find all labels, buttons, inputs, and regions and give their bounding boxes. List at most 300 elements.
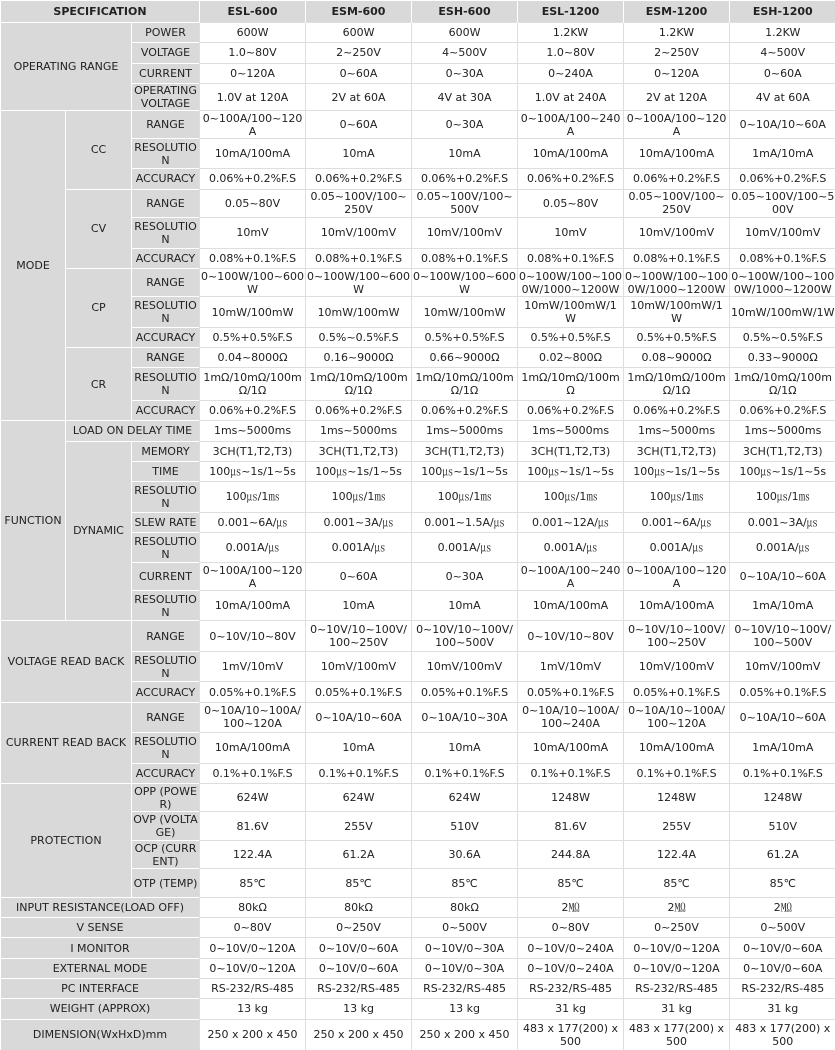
value-cell: RS-232/RS-485 xyxy=(518,979,624,999)
value-cell: 1.0V at 240A xyxy=(518,83,624,110)
value-cell: 510V xyxy=(412,812,518,840)
value-cell: 0.001~1.5A/㎲ xyxy=(412,512,518,532)
value-cell: 85℃ xyxy=(306,869,412,897)
value-cell: 1mV/10mV xyxy=(518,651,624,681)
value-cell: 1248W xyxy=(624,783,730,811)
value-cell: 100㎲~1s/1~5s xyxy=(200,461,306,481)
value-cell: 10mV/100mV xyxy=(306,651,412,681)
header-model: ESL-600 xyxy=(200,1,306,23)
table-header-row xyxy=(1,1,835,23)
value-cell: 61.2A xyxy=(306,840,412,868)
value-cell: 100㎲~1s/1~5s xyxy=(412,461,518,481)
value-cell: 600W xyxy=(412,23,518,43)
value-cell: 10mV/100mV xyxy=(624,218,730,248)
value-cell: 1ms~5000ms xyxy=(518,421,624,441)
row-label: ACCURACY xyxy=(132,248,200,268)
value-cell: 10mA xyxy=(306,138,412,168)
table-row xyxy=(1,441,835,461)
row-label: MEMORY xyxy=(132,441,200,461)
value-cell: 0~10V/0~120A xyxy=(200,958,306,978)
row-label: RESOLUTION xyxy=(132,218,200,248)
value-cell: 0.05%+0.1%F.S xyxy=(306,682,412,702)
section-label: MODE xyxy=(1,111,66,421)
value-cell: 122.4A xyxy=(200,840,306,868)
value-cell: 0~10V/0~60A xyxy=(306,958,412,978)
value-cell: 2㏁ xyxy=(730,897,835,917)
value-cell: 0.04~8000Ω xyxy=(200,348,306,368)
value-cell: 0~60A xyxy=(306,63,412,83)
value-cell: 1mΩ/10mΩ/100mΩ/1Ω xyxy=(624,368,730,401)
value-cell: 1.2KW xyxy=(518,23,624,43)
row-label: ACCURACY xyxy=(132,400,200,420)
value-cell: 10mV xyxy=(200,218,306,248)
value-cell: 10mA/100mA xyxy=(518,590,624,620)
value-cell: 0.5%+0.5%F.S xyxy=(624,327,730,347)
section-label: VOLTAGE READ BACK xyxy=(1,621,132,702)
value-cell: 0.06%+0.2%F.S xyxy=(200,169,306,189)
row-label: RESOLUTION xyxy=(132,368,200,401)
value-cell: 3CH(T1,T2,T3) xyxy=(200,441,306,461)
value-cell: 0.001~3A/㎲ xyxy=(730,512,835,532)
value-cell: 0~80V xyxy=(518,918,624,938)
value-cell: 0~100W/100~600W xyxy=(307,269,411,296)
value-cell: 10mA xyxy=(412,138,518,168)
value-cell: 0~100A/100~120A xyxy=(624,563,730,590)
value-cell: 0.001A/㎲ xyxy=(518,532,624,562)
value-cell: 0.08~9000Ω xyxy=(624,348,730,368)
value-cell: 0~10V/0~30A xyxy=(412,958,518,978)
value-cell: 1248W xyxy=(730,783,835,811)
value-cell: 85℃ xyxy=(624,869,730,897)
value-cell: 0~100A/100~240A xyxy=(518,111,624,138)
value-cell: 10mV/100mV xyxy=(730,651,835,681)
value-cell: 0.06%+0.2%F.S xyxy=(200,400,306,420)
value-cell: 0~10V/0~240A xyxy=(518,938,624,958)
row-label: RESOLUTION xyxy=(132,733,200,763)
value-cell: 1mΩ/10mΩ/100mΩ/1Ω xyxy=(730,368,835,401)
value-cell: 0.08%+0.1%F.S xyxy=(412,248,518,268)
row-label: RANGE xyxy=(132,621,200,651)
value-cell: 10mA/100mA xyxy=(518,733,624,763)
row-label: INPUT RESISTANCE(LOAD OFF) xyxy=(1,897,200,917)
value-cell: 0.05~100V/100~500V xyxy=(412,189,518,217)
table-row xyxy=(1,958,835,978)
value-cell: 10mV/100mV xyxy=(730,218,835,248)
row-label: CURRENT xyxy=(132,563,200,590)
value-cell: 0.1%+0.1%F.S xyxy=(624,763,730,783)
value-cell: 250 x 200 x 450 xyxy=(306,1019,412,1050)
table-row xyxy=(1,897,835,917)
value-cell: 31 kg xyxy=(624,999,730,1019)
row-label: RESOLUTION xyxy=(132,297,200,327)
value-cell: 0.1%+0.1%F.S xyxy=(518,763,624,783)
value-cell: 0.05%+0.1%F.S xyxy=(730,682,835,702)
value-cell: 0~10V/10~100V/100~250V xyxy=(306,621,412,651)
value-cell: 0.06%+0.2%F.S xyxy=(624,169,730,189)
value-cell: 0.06%+0.2%F.S xyxy=(412,400,518,420)
value-cell: 0.5%+0.5%F.S xyxy=(518,327,624,347)
value-cell: 2~250V xyxy=(306,43,412,63)
value-cell: 10mA/100mA xyxy=(200,138,306,168)
value-cell: 85℃ xyxy=(200,869,306,897)
value-cell: 0.33~9000Ω xyxy=(730,348,835,368)
value-cell: 1.0~80V xyxy=(518,43,624,63)
value-cell: 0~100W/100~1000W/1000~1200W xyxy=(625,269,729,296)
value-cell: 0.001~6A/㎲ xyxy=(200,512,306,532)
value-cell: 0~10V/10~100V/100~500V xyxy=(412,621,518,651)
header-model: ESH-1200 xyxy=(730,1,835,23)
row-label: POWER xyxy=(132,23,200,43)
value-cell: 10mW/100mW xyxy=(306,297,412,327)
value-cell: 0~10A/10~100A/100~120A xyxy=(200,702,306,732)
value-cell: 1ms~5000ms xyxy=(730,421,835,441)
value-cell: 0~100A/100~120A xyxy=(200,563,306,590)
value-cell: 100㎲/1㎳ xyxy=(730,482,835,512)
value-cell: 0.05~100V/100~500V xyxy=(731,190,835,217)
value-cell: 10mA xyxy=(306,733,412,763)
value-cell: 600W xyxy=(306,23,412,43)
value-cell: 0~10V/10~80V xyxy=(200,621,306,651)
value-cell: 0.5%~0.5%F.S xyxy=(306,327,412,347)
table-row xyxy=(1,189,835,217)
row-label: EXTERNAL MODE xyxy=(1,958,200,978)
value-cell: 100㎲/1㎳ xyxy=(624,482,730,512)
value-cell: 2V at 60A xyxy=(306,83,412,110)
value-cell: 255V xyxy=(306,812,412,840)
table-row xyxy=(1,999,835,1019)
row-label: V SENSE xyxy=(1,918,200,938)
value-cell: 0~10V/0~60A xyxy=(730,958,835,978)
value-cell: 0.05~80V xyxy=(200,189,306,217)
row-label: LOAD ON DELAY TIME xyxy=(66,421,200,441)
value-cell: 0.06%+0.2%F.S xyxy=(730,169,835,189)
value-cell: 0~10A/10~60A xyxy=(306,702,412,732)
value-cell: 10mA/100mA xyxy=(624,138,730,168)
value-cell: 81.6V xyxy=(518,812,624,840)
row-label: OCP (CURRENT) xyxy=(132,840,200,868)
value-cell: 600W xyxy=(200,23,306,43)
value-cell: 244.8A xyxy=(518,840,624,868)
value-cell: 10mA xyxy=(412,733,518,763)
value-cell: 255V xyxy=(624,812,730,840)
value-cell: 0.001~6A/㎲ xyxy=(624,512,730,532)
section-label: PROTECTION xyxy=(1,783,132,897)
value-cell: 3CH(T1,T2,T3) xyxy=(624,441,730,461)
row-label: RESOLUTION xyxy=(132,138,200,168)
row-label: OPERATING VOLTAGE xyxy=(132,83,200,110)
value-cell: 10mA/100mA xyxy=(624,733,730,763)
value-cell: 0.001A/㎲ xyxy=(412,532,518,562)
table-row xyxy=(1,783,835,811)
value-cell: 3CH(T1,T2,T3) xyxy=(306,441,412,461)
value-cell: 0~10V/0~240A xyxy=(518,958,624,978)
value-cell: 0~100A/100~120A xyxy=(624,111,730,138)
value-cell: RS-232/RS-485 xyxy=(624,979,730,999)
value-cell: 4V at 60A xyxy=(730,83,835,110)
section-label: CP xyxy=(66,268,132,347)
row-label: ACCURACY xyxy=(132,327,200,347)
row-label: RANGE xyxy=(132,702,200,732)
value-cell: 10mW/100mW xyxy=(412,297,518,327)
value-cell: 483 x 177(200) x 500 xyxy=(730,1019,835,1050)
value-cell: 0.1%+0.1%F.S xyxy=(200,763,306,783)
value-cell: 1ms~5000ms xyxy=(200,421,306,441)
value-cell: 0.16~9000Ω xyxy=(306,348,412,368)
value-cell: 0~10A/10~100A/100~240A xyxy=(518,702,624,732)
row-label: SLEW RATE xyxy=(132,512,200,532)
value-cell: 0.001~3A/㎲ xyxy=(306,512,412,532)
value-cell: 0.5%+0.5%F.S xyxy=(412,327,518,347)
value-cell: 13 kg xyxy=(306,999,412,1019)
value-cell: 1ms~5000ms xyxy=(624,421,730,441)
value-cell: 85℃ xyxy=(518,869,624,897)
value-cell: 1mA/10mA xyxy=(730,590,835,620)
value-cell: 624W xyxy=(200,783,306,811)
value-cell: 0.02~800Ω xyxy=(518,348,624,368)
row-label: ACCURACY xyxy=(132,763,200,783)
value-cell: 10mV/100mV xyxy=(412,651,518,681)
value-cell: 0.001A/㎲ xyxy=(200,532,306,562)
value-cell: 0~10V/0~60A xyxy=(306,938,412,958)
value-cell: 80kΩ xyxy=(306,897,412,917)
value-cell: 13 kg xyxy=(412,999,518,1019)
value-cell: 0.06%+0.2%F.S xyxy=(306,169,412,189)
row-label: RESOLUTION xyxy=(132,590,200,620)
value-cell: 100㎲~1s/1~5s xyxy=(730,461,835,481)
value-cell: 1mV/10mV xyxy=(200,651,306,681)
value-cell: 100㎲/1㎳ xyxy=(200,482,306,512)
table-row xyxy=(1,421,835,441)
table-row xyxy=(1,348,835,368)
value-cell: 0~10V/0~120A xyxy=(200,938,306,958)
value-cell: 1.0V at 120A xyxy=(200,83,306,110)
value-cell: 4~500V xyxy=(730,43,835,63)
header-model: ESM-600 xyxy=(306,1,412,23)
table-row xyxy=(1,23,835,43)
value-cell: RS-232/RS-485 xyxy=(412,979,518,999)
value-cell: 624W xyxy=(412,783,518,811)
value-cell: 10mA xyxy=(306,590,412,620)
row-label: I MONITOR xyxy=(1,938,200,958)
value-cell: 10mW/100mW xyxy=(200,297,306,327)
value-cell: 3CH(T1,T2,T3) xyxy=(412,441,518,461)
value-cell: 510V xyxy=(730,812,835,840)
value-cell: 0.001A/㎲ xyxy=(624,532,730,562)
value-cell: 0~100W/100~1000W/1000~1200W xyxy=(731,269,835,296)
value-cell: 0.5%~0.5%F.S xyxy=(730,327,835,347)
value-cell: 0~100W/100~1000W/1000~1200W xyxy=(519,269,623,296)
value-cell: 0.06%+0.2%F.S xyxy=(518,169,624,189)
value-cell: 1mΩ/10mΩ/100mΩ xyxy=(518,368,624,401)
value-cell: 0~100W/100~600W xyxy=(413,269,517,296)
value-cell: 10mW/100mW/1W xyxy=(730,297,835,327)
value-cell: 0.08%+0.1%F.S xyxy=(624,248,730,268)
row-label: PC INTERFACE xyxy=(1,979,200,999)
value-cell: 0~10A/10~60A xyxy=(730,111,835,138)
value-cell: 10mV/100mV xyxy=(624,651,730,681)
value-cell: 0~10V/0~120A xyxy=(624,938,730,958)
value-cell: 2㏁ xyxy=(624,897,730,917)
value-cell: RS-232/RS-485 xyxy=(200,979,306,999)
value-cell: 10mV/100mV xyxy=(412,218,518,248)
value-cell: 1mΩ/10mΩ/100mΩ/1Ω xyxy=(306,368,412,401)
value-cell: 1ms~5000ms xyxy=(412,421,518,441)
value-cell: 0.1%+0.1%F.S xyxy=(730,763,835,783)
value-cell: 85℃ xyxy=(412,869,518,897)
value-cell: 1mA/10mA xyxy=(730,138,835,168)
value-cell: 0~10V/0~120A xyxy=(624,958,730,978)
value-cell: 0~30A xyxy=(412,563,518,590)
value-cell: 0~10A/10~60A xyxy=(730,702,835,732)
value-cell: 0.05%+0.1%F.S xyxy=(412,682,518,702)
value-cell: 10mA/100mA xyxy=(200,590,306,620)
value-cell: 0~80V xyxy=(200,918,306,938)
row-label: RESOLUTION xyxy=(132,532,200,562)
value-cell: 0.06%+0.2%F.S xyxy=(518,400,624,420)
value-cell: 0~100W/100~600W xyxy=(201,269,305,296)
row-label: OPP (POWER) xyxy=(132,783,200,811)
row-label: RANGE xyxy=(132,348,200,368)
row-label: VOLTAGE xyxy=(132,43,200,63)
value-cell: 0~30A xyxy=(412,111,518,138)
value-cell: 10mA/100mA xyxy=(200,733,306,763)
value-cell: 0.5%+0.5%F.S xyxy=(200,327,306,347)
value-cell: 0~250V xyxy=(306,918,412,938)
section-label: FUNCTION xyxy=(1,421,66,621)
table-row xyxy=(1,1019,835,1050)
value-cell: 0~60A xyxy=(306,111,412,138)
section-label: CR xyxy=(66,348,132,421)
row-label: RESOLUTION xyxy=(132,482,200,512)
value-cell: 0~120A xyxy=(624,63,730,83)
value-cell: 0.1%+0.1%F.S xyxy=(306,763,412,783)
value-cell: 100㎲~1s/1~5s xyxy=(624,461,730,481)
value-cell: 10mA/100mA xyxy=(624,590,730,620)
value-cell: 0~10A/10~30A xyxy=(412,702,518,732)
value-cell: 10mA xyxy=(412,590,518,620)
value-cell: 0~240A xyxy=(518,63,624,83)
value-cell: 250 x 200 x 450 xyxy=(200,1019,306,1050)
value-cell: 1.0~80V xyxy=(200,43,306,63)
value-cell: 0~10V/0~30A xyxy=(412,938,518,958)
value-cell: 0.05%+0.1%F.S xyxy=(200,682,306,702)
header-model: ESM-1200 xyxy=(624,1,730,23)
value-cell: 31 kg xyxy=(730,999,835,1019)
header-model: ESH-600 xyxy=(412,1,518,23)
row-label: OTP (TEMP) xyxy=(132,869,200,897)
value-cell: 0.05%+0.1%F.S xyxy=(624,682,730,702)
value-cell: 1ms~5000ms xyxy=(306,421,412,441)
table-row xyxy=(1,111,835,138)
value-cell: 0~30A xyxy=(412,63,518,83)
value-cell: 0~60A xyxy=(306,563,412,590)
value-cell: 100㎲~1s/1~5s xyxy=(518,461,624,481)
row-label: RANGE xyxy=(132,189,200,217)
value-cell: 3CH(T1,T2,T3) xyxy=(730,441,835,461)
value-cell: 10mW/100mW/1W xyxy=(518,297,624,327)
table-row xyxy=(1,621,835,651)
value-cell: 4V at 30A xyxy=(412,83,518,110)
value-cell: 624W xyxy=(306,783,412,811)
value-cell: 0.06%+0.2%F.S xyxy=(412,169,518,189)
value-cell: RS-232/RS-485 xyxy=(730,979,835,999)
value-cell: 3CH(T1,T2,T3) xyxy=(518,441,624,461)
value-cell: 483 x 177(200) x 500 xyxy=(624,1019,730,1050)
value-cell: 13 kg xyxy=(200,999,306,1019)
table-row xyxy=(1,268,835,296)
value-cell: 10mV/100mV xyxy=(306,218,412,248)
value-cell: 122.4A xyxy=(624,840,730,868)
value-cell: 0.1%+0.1%F.S xyxy=(412,763,518,783)
value-cell: 100㎲/1㎳ xyxy=(518,482,624,512)
value-cell: 0.05~80V xyxy=(518,189,624,217)
value-cell: 1.2KW xyxy=(624,23,730,43)
value-cell: 10mA/100mA xyxy=(518,138,624,168)
value-cell: 10mV xyxy=(518,218,624,248)
value-cell: 0~10A/10~60A xyxy=(730,563,835,590)
section-label: CV xyxy=(66,189,132,268)
table-row xyxy=(1,938,835,958)
value-cell: 0~10V/10~100V/100~500V xyxy=(730,621,835,651)
value-cell: 0.05%+0.1%F.S xyxy=(518,682,624,702)
value-cell: 2㏁ xyxy=(518,897,624,917)
value-cell: 0~500V xyxy=(730,918,835,938)
value-cell: 0~60A xyxy=(730,63,835,83)
value-cell: 1248W xyxy=(518,783,624,811)
value-cell: 80kΩ xyxy=(200,897,306,917)
value-cell: 250 x 200 x 450 xyxy=(412,1019,518,1050)
value-cell: 10mW/100mW/1W xyxy=(624,297,730,327)
value-cell: 30.6A xyxy=(412,840,518,868)
value-cell: 85℃ xyxy=(730,869,835,897)
value-cell: 100㎲/1㎳ xyxy=(412,482,518,512)
value-cell: 0~10V/0~60A xyxy=(730,938,835,958)
value-cell: RS-232/RS-485 xyxy=(306,979,412,999)
table-row xyxy=(1,979,835,999)
row-label: ACCURACY xyxy=(132,682,200,702)
value-cell: 4~500V xyxy=(412,43,518,63)
value-cell: 100㎲/1㎳ xyxy=(306,482,412,512)
value-cell: 0~500V xyxy=(412,918,518,938)
value-cell: 0.08%+0.1%F.S xyxy=(306,248,412,268)
table-row xyxy=(1,702,835,732)
value-cell: 0.06%+0.2%F.S xyxy=(306,400,412,420)
header-model: ESL-1200 xyxy=(518,1,624,23)
value-cell: 0~10V/10~80V xyxy=(518,621,624,651)
value-cell: 0~10V/10~100V/100~250V xyxy=(624,621,730,651)
section-label: OPERATING RANGE xyxy=(1,23,132,111)
value-cell: 1mΩ/10mΩ/100mΩ/1Ω xyxy=(412,368,518,401)
table-row xyxy=(1,918,835,938)
row-label: CURRENT xyxy=(132,63,200,83)
section-label: CC xyxy=(66,111,132,189)
row-label: RANGE xyxy=(132,268,200,296)
value-cell: 0~100A/100~120A xyxy=(200,111,306,138)
value-cell: 0.06%+0.2%F.S xyxy=(624,400,730,420)
row-label: TIME xyxy=(132,461,200,481)
header-specification: SPECIFICATION xyxy=(1,1,200,23)
value-cell: 483 x 177(200) x 500 xyxy=(518,1019,624,1050)
value-cell: 31 kg xyxy=(518,999,624,1019)
row-label: WEIGHT (APPROX) xyxy=(1,999,200,1019)
value-cell: 0.08%+0.1%F.S xyxy=(200,248,306,268)
value-cell: 100㎲~1s/1~5s xyxy=(306,461,412,481)
row-label: RANGE xyxy=(132,111,200,138)
row-label: ACCURACY xyxy=(132,169,200,189)
value-cell: 0.08%+0.1%F.S xyxy=(730,248,835,268)
value-cell: 81.6V xyxy=(200,812,306,840)
section-label: CURRENT READ BACK xyxy=(1,702,132,783)
